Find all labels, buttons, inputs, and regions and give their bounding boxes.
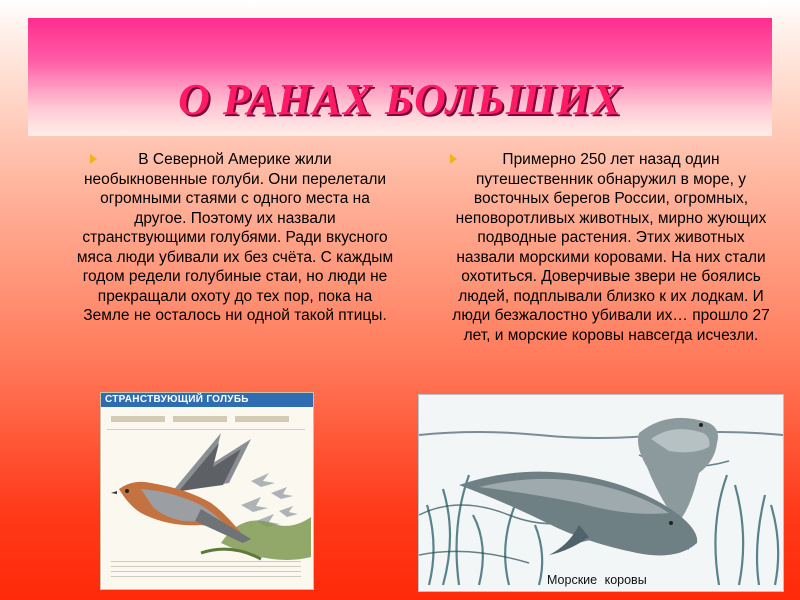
bird-card-caption-lines [111,561,301,581]
triangle-bullet-icon [450,154,457,164]
sea-cows-image [418,394,784,592]
bird-card-title: СТРАНСТВУЮЩИЙ ГОЛУБЬ [101,393,313,407]
left-column [70,150,400,326]
right-paragraph: Примерно 250 лет назад один путешественник обнаружил в море, у восточных берегов России, огромных, неповоротливых животных, мирно жующих подводные растения. Этих животных назвали морскими коровами. На них стали охотиться. Доверчивые звери не боялись людей, подплывали близко к их лодкам. И люди безжалостно убивали их… прошло 27 лет, и морские коровы навсегда исчезли. [452,151,770,344]
right-column [440,150,782,345]
sea-cow-illustration [419,395,783,591]
pigeon-illustration [101,393,313,589]
sea-cows-caption: Морские коровы [547,573,647,587]
left-paragraph: В Северной Америке жили необыкновенные голуби. Они перелетали огромными стаями с одного места на другое. Поэтому их назвали странствующими голубями. Ради вкусного мяса люди убивали их без счёта. С каждым годом редели голубиные стаи, но люди не прекращали охоту до тех пор, пока на Земле не осталось ни одной такой птицы. [76,151,394,324]
passenger-pigeon-image [100,392,314,590]
triangle-bullet-icon [90,154,97,164]
slide-title: О РАНАХ БОЛЬШИХ [178,75,622,124]
